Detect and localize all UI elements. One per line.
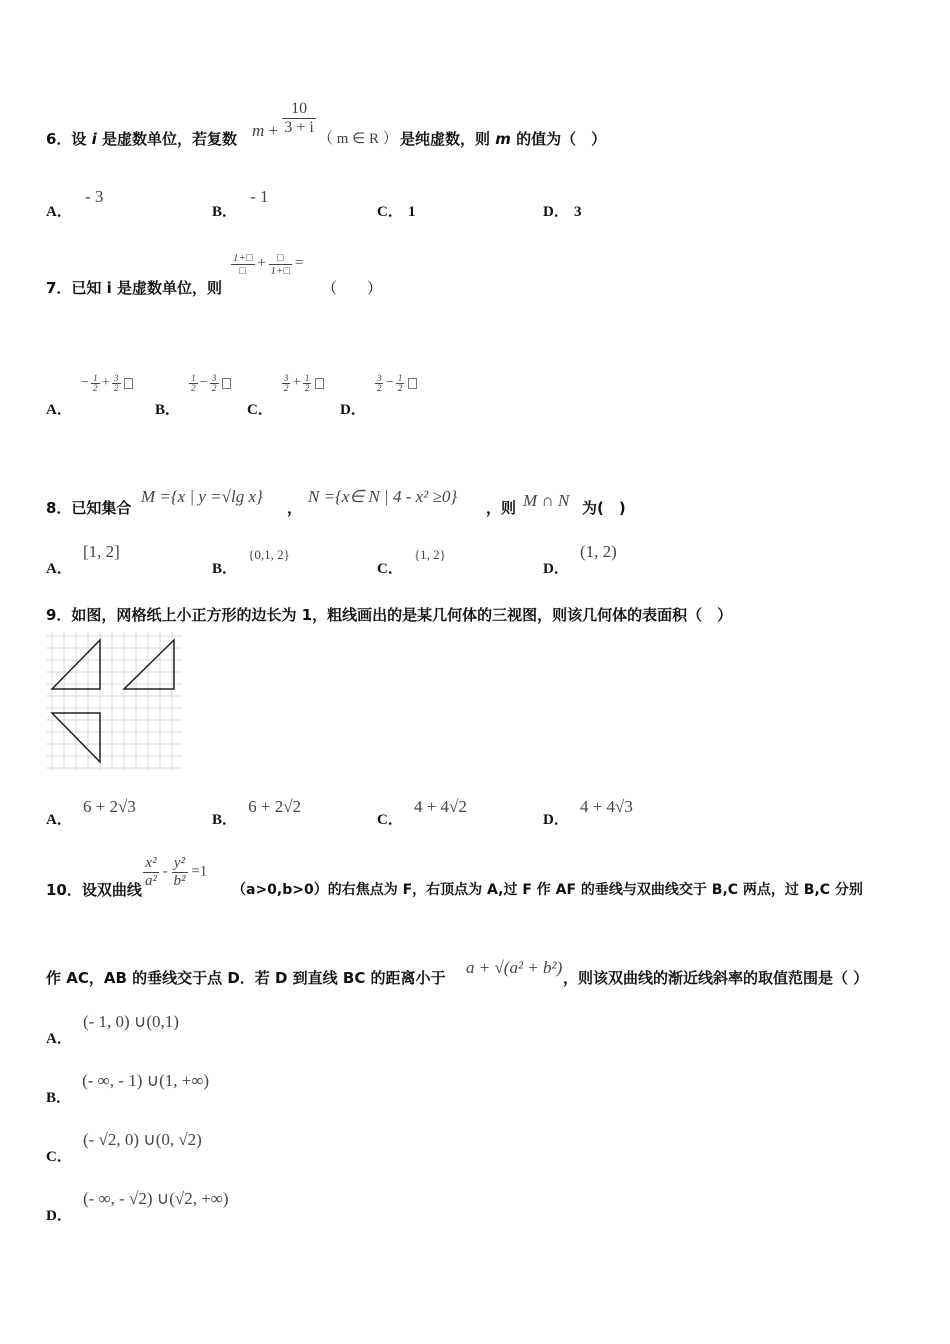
q6-option-c[interactable]: C． 1 (377, 204, 416, 220)
q10-stem-line2: 作 AC，AB 的垂线交于点 D．若 D 到直线 BC 的距离小于 (46, 969, 446, 987)
q10-equation: $\frac{\text{x²}}{\text{a²}}$ - $\frac{\text{y²}}{\text{b²}}$ =1 (145, 855, 208, 889)
q10-distance-expr: a + √(a² + b²) (466, 958, 563, 977)
q9-option-c[interactable]: C． 4 + 4√2 (377, 797, 467, 828)
q9-option-b[interactable]: B． 6 + 2√2 (212, 797, 302, 828)
q6-option-b[interactable]: B． - 1 (212, 187, 269, 220)
q6-stem-end: 是纯虚数，则 m 的值为（ ） (400, 130, 607, 148)
q8-option-a[interactable]: A． [1, 2] (46, 542, 120, 577)
side-view (124, 640, 174, 689)
q6-option-d[interactable]: D． 3 (543, 204, 582, 220)
placeholder-box-icon (315, 378, 324, 389)
q10-stem-end: ，则该双曲线的渐近线斜率的取值范围是（ ） (563, 969, 869, 987)
q6-stem: 6．设 i 是虚数单位，若复数 (46, 130, 238, 148)
q9-stem: 9．如图，网格纸上小正方形的边长为 1，粗线画出的是某几何体的三视图，则该几何体的表面积（ ） (46, 606, 733, 624)
q6-expression: m + $\frac{10}{3 + i}$ (252, 100, 314, 140)
placeholder-box-icon (222, 378, 231, 389)
q8-intersection: M ∩ N (523, 491, 570, 510)
q7-option-d[interactable]: D． $\frac{3}{2}$ − $\frac{1}{2}$ (340, 370, 417, 394)
three-view-figure (46, 632, 186, 772)
q8-option-c[interactable]: C． {1, 2} (377, 547, 446, 577)
q8-stem-mid: ，则 (486, 499, 517, 517)
q7-expression: $\frac{1+□}{□}$ + $\frac{□}{1+□}$ = (233, 252, 304, 278)
q10-option-d[interactable]: D． (- ∞, - √2) ∪(√2, +∞) (46, 1189, 229, 1224)
placeholder-box-icon (124, 378, 133, 389)
q7-option-b[interactable]: B． $\frac{1}{2}$ − $\frac{3}{2}$ (155, 370, 231, 394)
q9-option-d[interactable]: D． 4 + 4√3 (543, 797, 633, 828)
q9-option-a[interactable]: A． 6 + 2√3 (46, 797, 136, 828)
q10-option-c[interactable]: C． (- √2, 0) ∪(0, √2) (46, 1130, 202, 1165)
q6-option-a[interactable]: A． - 3 (46, 187, 104, 220)
q7-stem: 7．已知 i 是虚数单位，则 (46, 279, 223, 297)
q10-option-b[interactable]: B． (- ∞, - 1) ∪(1, +∞) (46, 1071, 210, 1106)
q7-paren: （ ） (322, 279, 383, 297)
q8-set-n: N ={x∈ N | 4 - x² ≥0} (308, 487, 458, 506)
q8-comma: ， (287, 499, 303, 517)
q10-stem-cont: （a>0,b>0）的右焦点为 F，右顶点为 A,过 F 作 AF 的垂线与双曲线交于 B,C 两点，过 B,C 分别 (232, 882, 863, 898)
q8-option-d[interactable]: D． (1, 2) (543, 542, 617, 577)
q7-option-a[interactable]: A． − $\frac{1}{2}$ + $\frac{3}{2}$ (46, 370, 133, 394)
q6-fraction: $\frac{10}{3 + i}$ (284, 100, 314, 136)
q8-stem: 8．已知集合 (46, 499, 132, 517)
q8-option-b[interactable]: B． {0,1, 2} (212, 547, 290, 577)
q8-stem-end: 为( ) (582, 499, 626, 517)
q10-stem: 10．设双曲线 (46, 881, 142, 899)
q6-condition: （ m ∈ R ） (318, 131, 398, 147)
placeholder-box-icon (408, 378, 417, 389)
q10-option-a[interactable]: A． (- 1, 0) ∪(0,1) (46, 1012, 179, 1047)
q7-option-c[interactable]: C． $\frac{3}{2}$ + $\frac{1}{2}$ (247, 370, 324, 394)
q8-set-m: M ={x | y =√lg x} (141, 487, 263, 506)
